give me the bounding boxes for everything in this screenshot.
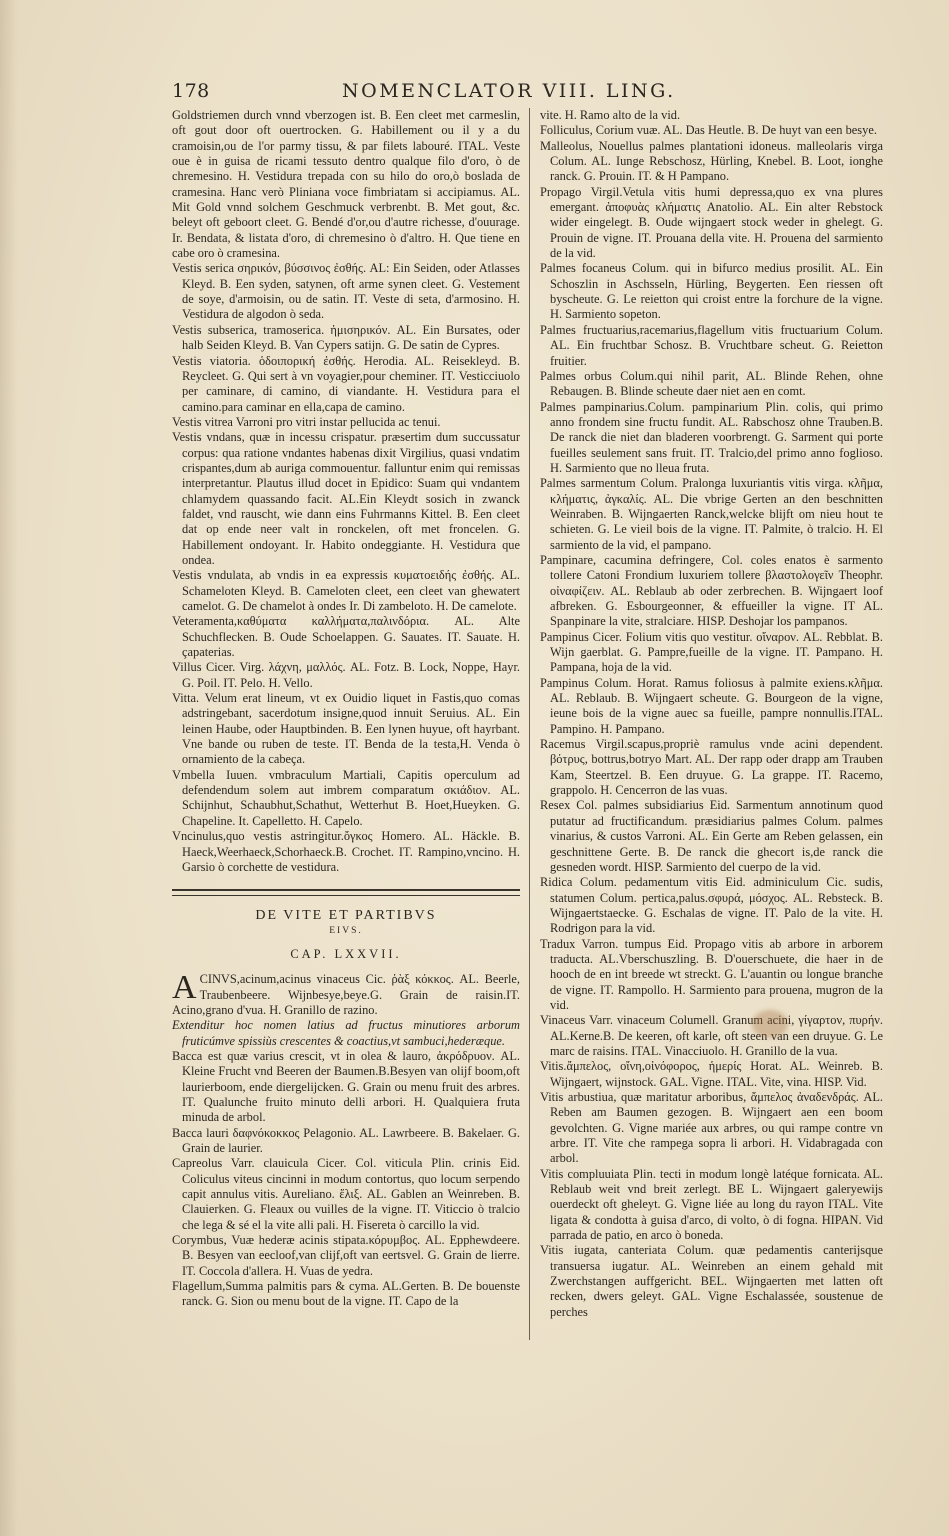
page-header bbox=[172, 78, 727, 108]
entry: Villus Cicer. Virg. λάχνη, μαλλός. AL. Fotz. B. Lock, Noppe, Hayr. G. Poil. IT. Pelo. H. Vello. bbox=[172, 660, 520, 690]
entry: Corymbus, Vuæ hederæ acinis stipata.κόρυμβος. AL. Epphewdeere. B. Besyen van eecloof,van clijf,oft van eertsvel. G. Grain de lierre. IT. Coccola d'allera. H. Vuas de yedra. bbox=[172, 1233, 520, 1278]
gutter-shadow bbox=[0, 0, 18, 1536]
entry: Palmes pampinarius.Colum. pampinarium Plin. colis, qui primo anno frondem sine fructu fundit. AL. Rabschosz ohne Trauben.B. De ranck die niet dan bladeren voorbrengt. G. Sarment qui porte fueilles seulement sans fruit. IT. Tralcio,del primo anno foglioso. H. Sarmiento que no lleua fruta. bbox=[540, 399, 883, 475]
entry: Palmes orbus Colum.qui nihil parit, AL. Blinde Rehen, ohne Rebaugen. B. Blinde scheute daer niet aen en comt. bbox=[540, 368, 883, 399]
right-column bbox=[540, 108, 883, 1340]
entry: Bacca est quæ varius crescit, vt in olea & lauro, ἀκρόδρυον. AL. Kleine Frucht vnd Beeren der Baumen.B.Besyen van olijf boom,oft laurierboom, ende diergelijcken. G. Grain ou menu fruit des arbres. IT. Qualunche fruito minuto delli arbori. H. Qualquiera fruta minuda de arbol. bbox=[172, 1048, 520, 1125]
entry: Vitis compluuiata Plin. tecti in modum longè latéque fornicata. AL. Reblaub weit vnd breit zerlegt. BE L. Wijngaert galeryewijs ouerdeckt oft gheleyt. G. Vigne liée au long du rayon ITAL. Vite ligata & condotta à guisa d'arco, di volto, ò di fogna. HIPAN. Vid parrada de patio, en arco ò boneda. bbox=[540, 1166, 883, 1243]
entry: Vitta. Velum erat lineum, vt ex Ouidio liquet in Fastis,quo comas adstringebant, sacerdotum insigne,quod innuit Seruius. AL. Ein leinen Haube, oder Hauptbinden. B. Een lynen huyue, oft hayrbant. Vne bande ou ruben de teste. IT. Benda de la testa,H. Venda ò ornamiento de la cabeça. bbox=[172, 691, 520, 767]
column-divider bbox=[529, 108, 530, 1340]
entry: Capreolus Varr. clauicula Cicer. Col. viticula Plin. crinis Eid. Coliculus viteus cincinni in modum contortus, quo locum serpendo capit annulus vitis. Aureliano. ἕλιξ. AL. Gablen an Weinreben. B. Clauierken. G. Fleaux ou vuilles de la vigne. IT. Viticcio ò tralcio che lega & sé el la vite alli pali. H. Fiseretа ò carcillo la vid. bbox=[172, 1156, 520, 1232]
entry: Resex Col. palmes subsidiarius Eid. Sarmentum annotinum quod putatur ad fructificandum. præsidiarius palmes Colum. palmes vinarius, & custos Varroni. AL. Ein Gerte am Reben gelassen, ein geschnittene Gerte. B. De ranck die ghecort is,de ranck die gesneden wordt. HISP. Sarmiento del cuerpo de la vid. bbox=[540, 798, 883, 874]
entry: vite. H. Ramo alto de la vid. bbox=[540, 108, 681, 122]
entry-with-initial: ACINVS,acinum,acinus vinaceus Cic. ῥὰξ κόκκος. AL. Beerle, Traubenbeere. Wijnbesye,beye.G. Grain de raisin.IT. Acino,grano d'vua. H. Granillo de razino. bbox=[172, 969, 520, 1017]
entry: Vncinulus,quo vestis astringitur.ὄγκος Homero. AL. Häckle. B. Haeck,Weerhaeck,Schorhaeck.B. Crochet. IT. Rampino,vncino. H. Garsio ò corchette de vestidura. bbox=[172, 829, 520, 874]
entry-note: Extenditur hoc nomen latius ad fructus minutiores arborum fruticúmve spissiùs crescentes & coactius,vt sambuci,hederæque. bbox=[172, 1018, 520, 1048]
entry: Racemus Virgil.scapus,propriè ramulus vnde acini dependent. βότρυς, bottrus,botryo Mart. AL. Der rapp oder drapp am Trauben Kam, Steertzel. B. Een druyue. G. La grappe. IT. Racemo, grappolo. H. Cencerron de las vuas. bbox=[540, 737, 883, 798]
entry: Vestis subserica, tramoserica. ἡμισηρικόν. AL. Ein Bursates, oder halb Seiden Kleyd. B. Van Cypers satijn. G. De satin de Cypres. bbox=[172, 322, 520, 353]
running-title: NOMENCLATOR VIII. LING. bbox=[342, 80, 676, 102]
entry: Pampinus Cicer. Folium vitis quo vestitur. οἴναρον. AL. Rebblat. B. Wijn gaerblat. G. Pampre,fueille de la vigne. IT. Pampano. H. Pampana, hoja de la vid. bbox=[540, 629, 883, 675]
entry: Vinaceus Varr. vinaceum Columell. Granum acini, γίγαρτον, πυρήν. AL.Kerne.B. De keeren, oft karle, oft steen van een druyue. G. Le marc de raisins. ITAL. Vinacciuolo. H. Granillo de la vua. bbox=[540, 1013, 883, 1058]
entry: Vestis serica σηρικόν, βύσσινος ἐσθής. AL: Ein Seiden, oder Atlasses Kleyd. B. Een syden, satynen, oft arme synen cleet. G. Vestement de soye, d'armoisin, ou de satin. IT. Veste di seta, d'armosino. H. Vestidura de algodon ò seda. bbox=[172, 261, 520, 322]
entry: Vestis viatoria. ὁδοιπορική ἐσθής. Herodia. AL. Reisekleyd. B. Reycleet. G. Qui sert à vn voyagier,pour cheminer. IT. Vesticciuolo per caminare, di camino, di viandante. H. Vestidura para el camino.para caminar en ella,capa de camino. bbox=[172, 353, 520, 414]
entry: Malleolus, Nouellus palmes plantationi idoneus. malleolaris virga Colum. AL. Iunge Rebschosz, Hürling, Knebel. B. Loot, ionghe ranck. G. Prouin. IT. & H Pampano. bbox=[540, 138, 883, 184]
entry: Vestis vitrea Varroni pro vitri instar pellucida ac tenui. bbox=[172, 414, 441, 429]
entry: Pampinare, cacumina defringere, Col. coles enatos è sarmento tollere Catoni Frondium luxuriem tollere βλαστολογεῖν Theophr. οἰναφίζειν. AL. Reblaub ab oder zerbrechen. B. Wijngaert loof afbreken. G. Esbourgeonner, & effueiller la vigne. IT AL. Spanpinare la vite, stralciare. HISP. Deshojar los pampanos. bbox=[540, 552, 883, 629]
entry: Bacca lauri δαφνόκοκκος Pelagonio. AL. Lawrbeere. B. Bakelaer. G. Grain de laurier. bbox=[172, 1125, 520, 1155]
entry: Folliculus, Corium vuæ. AL. Das Heutle. B. De huyt van een besye. bbox=[540, 123, 877, 138]
entry: Vestis vndulata, ab vndis in ea expressis κυματοειδής ἐσθής. AL. Schameloten Kleyd. B. Cameloten cleet, een cleet van ghewatert camelot. G. De chamelot à ondes Ir. Di zambeloto. H. De camelote. bbox=[172, 568, 520, 613]
paper-stain bbox=[752, 1010, 788, 1038]
entry: Vestis vndans, quæ in incessu crispatur. præsertim dum succussatur corpus: qua ratione vndantes habenas dixit Virgilius, quasi vndatim crispantes,dum ab auriga commouentur. falluntur enim qui remissas interpretantur. Plautus illud docet in Epidico: Suam qui vndantem chlamydem quassando facit. AL.Ein Kleydt sosich in zwanck faldet, vnd rauscht, wie dann eins Fuhrmanns Kittel. B. Een cleet dat op ende neer valt in ronckelen, oft met froncelen. G. Habillement ondoyant. Ir. Habito ondeggiante. H. Vestidura que ondea. bbox=[172, 430, 520, 567]
chapter-heading: CAP. LXXVII. bbox=[290, 946, 402, 961]
entry: Vitis.ἄμπελος, οἴνη,οἰνόφορος, ἡμερίς Horat. AL. Weinreb. B. Wijngaert, wijnstock. GAL. Vigne. ITAL. Vite, vina. HISP. Vid. bbox=[540, 1059, 883, 1089]
entry: Veteramenta,καθύματα καλλήματα,παλινδόρια. AL. Alte Schuchflecken. B. Oude Schoelappen. G. Sauates. IT. Sauate. H. çapaterias. bbox=[172, 614, 520, 660]
entry: Ridica Colum. pedamentum vitis Eid. adminiculum Cic. sudis, statumen Colum. pertica,palus.σφυρά, μόσχος. AL. Rebsteck. B. Wijngaertstaecke. G. Eschalas de vigne. IT. Palo de la vite. H. Rodrigon para la vid. bbox=[540, 875, 883, 936]
left-column bbox=[172, 108, 520, 1340]
section-subtitle: EIVS. bbox=[329, 925, 363, 936]
entry: Propago Virgil.Vetula vitis humi depressa,quo ex vna plures emergant. ἀποφυὰς κλήματις Anatolio. AL. Ein alter Rebstock wider eingelegt. B. Oude wijngaert stock weder in ghelegt. G. Prouin de vigne. IT. Prouana della vite. H. Prouena del sarmiento de la vid. bbox=[540, 184, 883, 261]
entry: Vmbella Iuuen. vmbraculum Martiali, Capitis operculum ad defendendum solem aut imbrem comparatum σκιάδιον. AL. Schijnhut, Schaubhut,Schathut, Wetterhut B. Hoet,Hueyken. G. Chapeline. It. Capelletto. H. Capelo. bbox=[172, 767, 520, 828]
entry: Pampinus Colum. Horat. Ramus foliosus à palmite exiens.κλῆμα. AL. Reblaub. B. Wijngaert scheute. G. Bourgeon de la vigne, ieune bois de la vigne auec sa fueille, pampre nonnullis.ITAL. Pampino. H. Pampano. bbox=[540, 675, 883, 736]
entry: Vitis iugata, canteriata Colum. quæ pedamentis canterijsque transuersa iugatur. AL. Weinreben an einem gehald mit Zwerchstangen auffgericht. BEL. Wijngaerten met latten oft recken, dwers geleyt. GAL. Vigne Eschalassée, soustenue de perches bbox=[540, 1243, 883, 1319]
entry: Goldstriemen durch vnnd vberzogen ist. B. Een cleet met carmeslin, oft gout door oft ouertrocken. G. Habillement ou il y a du cramoisin,ou de l'or parmy tissu, & par filets labouré. ITAL. Veste oue è in guisa de ricami tessuto dentro qualque filo d'oro, ò de chremesino. H. Vestidura trepada con su hilo do oro,ò boslada de cramesina. Hanc verò Pliniana voce fimbriatam si accipiamus. AL. Mit Gold vnnd solchem Geschmuck verbrenbt. B. Met gout, &c. beleyt oft geboort cleet. G. Bendé d'or,ou d'autre richesse, d'ouurage. Ir. Bendata, & listata d'oro, di chremesino ò d'altro. H. Que tiene en cabe oro ò cramesina. bbox=[172, 108, 520, 261]
entry: Vitis arbustiua, quæ maritatur arboribus, ἄμπελος ἀναδενδράς. AL. Reben am Baumen gezogen. B. Wijngaert aen een boom gevolchten. G. Vigne mariée aux arbres, ou qui rampe contre vn arbre. IT. Vite che rampega sopra li arbori. H. Vidabragada con arbol. bbox=[540, 1090, 883, 1166]
entry: Palmes focaneus Colum. qui in bifurco medius prosilit. AL. Ein Schoszlin in Aschsseln, Hürling, Beygerten. Een riessen oft byscheute. G. Le reietton qui croist entre la forchure de la vigne. H. Sarmiento sopeton. bbox=[540, 261, 883, 322]
entry: Palmes sarmentum Colum. Pralonga luxuriantis vitis virga. κλῆμα, κλήματις, ἀγκαλίς. AL. Die vbrige Gerten an den beschnitten Weinraben. B. Wijngaerten Ranck,welcke blijft om nieu hout te schieten. G. Le vieil bois de la vigne. IT. Palmite, ò tralcio. H. El sarmiento de la vid, el pampano. bbox=[540, 476, 883, 552]
section-rule bbox=[172, 889, 520, 896]
section-title: DE VITE ET PARTIBVS bbox=[255, 908, 437, 924]
entry: Flagellum,Summa palmitis pars & cyma. AL.Gerten. B. De bouenste ranck. G. Sion ou menu bout de la vigne. IT. Capo de la bbox=[172, 1279, 520, 1309]
entry: Tradux Varron. tumpus Eid. Propago vitis ab arbore in arborem traducta. AL.Vberschuszling. B. D'ouerschuete, die haer in de hooch de en int breede wt streckt. G. L'auantin ou longue branche de vigne. IT. Rampollo. H. Sarmiento para prouena, mugron de la vid. bbox=[540, 936, 883, 1012]
entry: Palmes fructuarius,racemarius,flagellum vitis fructuarium Colum. AL. Ein fruchtbar Schosz. B. Vruchtbare scheut. G. Reietton fruitier. bbox=[540, 322, 883, 368]
page-number: 178 bbox=[172, 80, 210, 102]
